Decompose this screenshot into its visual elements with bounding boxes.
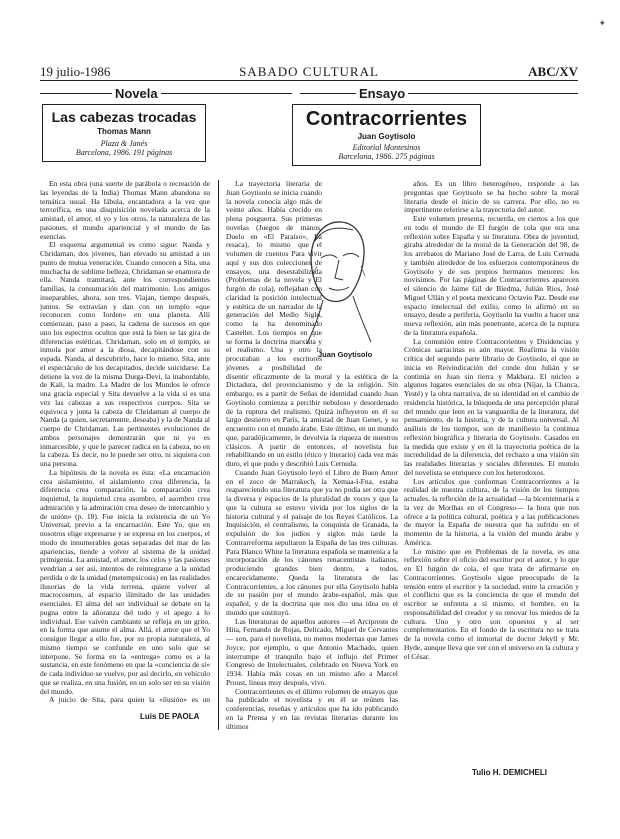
section-title: SABADO CULTURAL (239, 64, 379, 79)
photo-wrap-space (322, 180, 398, 365)
column-divider (218, 180, 219, 730)
novel-review-signature: Luis DE PAOLA (140, 712, 200, 721)
essay-place: Barcelona, 1986. 275 páginas (338, 152, 435, 161)
essay-paragraph: Las literaturas de aquellos autores —el Arcipreste de Hita, Fernando de Rojas, Delicado, Miguel de Cervantes— son, para el novelista, no menos modernas que James Joyce, por ejemplo, o que Antonio Machado, quien interrumpe el tranquilo bajo el influjo del Primer Congreso de Intelectuales, celebrado en Nueva York en 1934. Había más cosas en un mismo año a Marcel Proust, lineas muy después, vivo. (226, 616, 398, 687)
essay-publisher: Editorial Montesinos (352, 143, 421, 152)
page-number: ABC/XV (528, 64, 578, 79)
corner-mark: ✦ (598, 18, 606, 28)
novel-place: Barcelona, 1986. 191 páginas (75, 148, 173, 157)
section-rule-left (40, 93, 292, 94)
novel-publisher: Plaza & Janés (100, 139, 148, 148)
essay-paragraph: Este volumen presenta, recuerda, en ciertos a los que en todo el mundo de El furgón de cola que era una reflexión sobre España y su literatura. Obra de juventud, giraba alrededor de la moral de la Generación del 98, de los arrebatos de Mariano José de Larra, de Luis Cernuda y también alrededor de los esfuerzos contemporáneos de Goytisolo y de sus propios hermanos menores: los novísimos. Por las páginas de Contracorrientes aparecen el silencio de Jaime Gil de Biedma, Julián Ríos, José Miguel Ullán y el poeta mexicano Octavio Paz. Desde ese espacio intelectual del exilio, como lo afirmó en su ensayo, desde a periferia, Goytisolo ha vuelto a hacer una nueva reflexión, aún más penetrante, acerca de la ruptura de la literatura española. (404, 214, 579, 337)
section-label-ensayo: Ensayo (356, 86, 408, 101)
section-rule-right (300, 93, 578, 94)
essay-title: Contracorrientes (305, 108, 468, 130)
issue-date: 19 julio-1986 (40, 64, 111, 79)
page-header (40, 64, 578, 78)
novel-review-column (40, 180, 210, 704)
essay-paragraph: La comunión entre Contracorrientes y Disidencias y Crónicas sarracinas es aún mayor. Reafirma la visión crítica del segundo parte librario de Goytisolo, el que se inicia en Reivindicación del conde don Julián y se continúa en Juan sin tierra y Makbara. El núcleo a algunos lugares esenciales de su obra (Níjar, la Chanca, Yesté) y la obra narrativa, de su identidad en el cambio de residencia histórica, la búsqueda de una percepción plural del mundo que leen en la vanguardia de la literatura, del pensamiento, de la historia, y de la cultura universal. Al análisis de los tiempos, son de manifiesto la continua reflexión biográfica y literaria de Goytisolo. Casados en la medida que existe y en él la trayectoria poética de la incredulidad de la diferencia, del rechazo a una visión sin las realidades literarias y sociales diferentes. El mundo del novelista se enriquece con los heterodoxos. (404, 336, 579, 477)
novel-paragraph: La hipótesis de la novela es ésta: «La encarnación crea aislamiento, el aislamiento crea diferencia, la diferencia crea comparación, la comparación crea inquietud, la inquietud crea asombro, el asombro crea admiración y la admiración crea deseo de intercambio y de unión» (p. 18). Fue inicia la existencia de un Yo Universal, previo a la encarnación. Este Yo, que en nosotros elige expresarse y se expresa en los cuerpos, el modo de innumerables gotas separadas del mar de las apariencias, tiende a volver al sistema de la unidad primigenia. La amistad, el amor, los celos y las pasiones vendrían a ser así, intentos de reintegrarse a la unidad perdida o de la unidad (metempsicosis) en las realidades ilusorias de la vida terrena, quiere volver al macrocosmos, al espacio ilimitado de las unidades esenciales. El alma del ser individual se debate en la pugna entre la añoranza del todo y el apego a lo individual. Ese vaivén cambiante se refleja en un grito, en la forma que asume el alma. Allá, el amor que el Yo consigue llegar a ello fue, por su propia naturaleza, al mismo tiempo se confunde en uno solo que se interpone. Se forma en la «entrega» como es a la sustancia, en este fenómeno en que la «conciencia de sí» de cada individuo se vuelve, por así decirlo, en vehículo que se realiza, en una fusión, en un solo ser en su visión del mundo. (40, 467, 210, 696)
essay-title-box (292, 104, 481, 166)
essay-paragraph: Los artículos que conforman Contracorrientes a la realidad de nuestra cultura, de la visión de los tiempos actuales, la reflexión de la actualidad —la bicentennaria a la vez de Morihas en el Congreso— la hora que nos ofrece a la política cultural, poética y a las publicaciones de mayor la España de nuestra que ha sufrido en el momento de la historia, a la visión del mundo árabe y América. (404, 476, 579, 547)
essay-column-1 (226, 180, 398, 836)
section-label-novela: Novela (112, 86, 161, 101)
novel-paragraph: A juicio de Sita, para quien la «ilusión» es un (49, 695, 210, 704)
essay-paragraph: años. Es un libro heterogéneo, responde a las preguntas que Goytisolo se ha hecho sobre la moral literaria desde el inicio de su carrera. Por ello, no es impertinente referirse a la trayectoria del autor. (404, 180, 579, 215)
novel-paragraph: En esta obra (una suerte de parábola o recreación de las leyendas de la India) Thomas Mann abandona su temática usual. Ha fábula, encantadora a la vez que terrorífica, es una disquisición novelada acerca de la amistad, el amor, el yo y los otros, la naturaleza de las pasiones, el mundo apariencial y el mundo de las esencias. (40, 180, 210, 241)
novel-title-box (42, 104, 206, 162)
novel-paragraph: El esquema argumental es como sigue: Nanda y Chridaman, dos jóvenes, han elevado su amistad a un punto de mutua veneración. Cuando conocen a Sita, una muchacha de sublime belleza, Chridaman se enamora de ella. Nanda tramitará, ante los correspondientes familias, la consumación del matrimonio. Los amigos inseparables, ahora, son tres. Viajan, tiempo después, juntos. Se extravían y dan con un templo «que reconocen como Iorden» en una planeta. Allí comienzan, paso a paso, la cadena de sucesos en que uno los espectros ocultos que está la bien se las gira de diferencias estéticas. Chridaman, solo en el templo, se inmola por amor a la diosa, decapitándose con su espada. Nanda, al descubrirlo, hace lo mismo. Sita, ante el espectáculo de los decapitados, decide suicidarse. La detiene la voz de la misma Durga-Devi, la inabordable, de Kali, la madre. La Madre de los Mundos le ofrece una gracia especial y Sita devuelve a la vida si es una vez las cabezas a sus respectivos cuerpos. Sita se equivoca y junta la cabeza de Chridaman al cuerpo de Nanda (a quien, secretamente, deseaba) y la de Nanda al cuerpo de Chridaman. Las pertinentes evoluciones de ambos personajes demostrarán que ni yo es inmarcesible, y que le parecer radica en la cabeza, no en la cabeza. Es decir, no le puede ser otro, ni siquiera con una persona. (40, 240, 210, 468)
essay-paragraph: Lo mismo que en Problemas de la novela, es una reflexión sobre el oficio del escritor por el autor, y lo que en El furgón de cola, el que trata de afirmarse en Contracorrientes. Goytisolo sigue preocupado de la tensión entre el escritor y la sociedad, entre la creación y el conflicto que es la conciencia de que el mundo del escritor se enfrenta a sí mismo, el hombre, en la responsabilidad del creador y su renovar los miedos de la cultura. Uno y otro son opuestos y al ser complementarios. En el fondo de la escritura no se trata de la novela como el inmortal de doctor Jekyll y Mr. Hyde, aunque lleva que ver con el universo en la cultura y el César. (404, 546, 579, 661)
novel-title: Las cabezas trocadas (51, 109, 197, 125)
essay-paragraph: La trayectoria literaria de Juan Goytisolo se inicia cuando la novela conocía algo más de veinte años. Había crecido en plena posguerra. Sus primeras novelas (Juegos de manos, Duelo en «El Paraíso», La resaca), lo mismo que el volumen de cuentos Para vivir aquí y sus dos colecciones de ensayos, una desestabilizada (Problemas de la novela y El furgón de cola), reflejaban con claridad la posición intelectual y estética de un narrador de la generación del Medio Siglo, como la ha denominado Castellet. Los tiempos en que se forma la doctrina marxista y el realismo. Una y otro la procuraban a los escritores jóvenes a posibilidad de disentir eficazmente de la moral y la estética de la Dictadura, del provincianismo y de la religión. Sin embargo, es a partir de Señas de identidad cuando Juan Goytisolo comienza a percibir nebuloso y desordenado de la ruptura del realismo. Quizá influyeron en él su largo destierro en París, la amistad de Juan Genet, y su encuentro con el mundo árabe. Este último, en un mundo que, paradójicamente, le devolvía la riqueza de nuestros clásicos. A partir de entonces, el novelista fue rehabilitando en un estilo (ético y literario) cada vez más duro, el que pudo y describió Luis Cernuda. (226, 180, 398, 468)
essay-review-signature: Tulio H. DEMICHELI (472, 768, 547, 777)
novel-author: Thomas Mann (97, 127, 151, 136)
portrait-caption: Juan Goytisolo (318, 350, 373, 359)
essay-column-2 (404, 180, 579, 764)
header-rule (40, 80, 578, 81)
essay-paragraph: Contracorrientes es el último volumen de ensayos que ha publicado el novelista y en él se reúnen las conferencias, reseñas y artículos que ha ido publicando en la Prensa y en las revistas literarias durante los últimos (226, 686, 398, 731)
essay-author: Juan Goytisolo (357, 132, 416, 141)
essay-paragraph: Cuando Juan Goytisolo leyó el Libro de Buen Amor en el zoco de Marrakech, la Xemaa-l-Fna, estaba reapareciendo una literatura que ya no podía ser otra que la diversa y espacios de la pluralidad de voces y que la que la cultura se estuvo vivida por los siglos de la historia cultural y el paisaje de los Reyes Católicos. La Inquisición, el centralismo, la conquista de Granada, la expulsión de los judíos y siglos más tarde la Contrarreforma sepultaron la España de las tres culturas. Para Blanco White la literatura española se mantenía a la incorporación de los cánones renacentistas italianos, produciendo grandes bien dentro, a todos, encarecidamente. Queda la literatura de las Contracorrientes, a los cánones por ella Goytisolo habla de su pasión por el mundo árabe-español, más que español, y de la doctrina que nos dio una idea en el mundo que sustituyó. (226, 467, 398, 617)
